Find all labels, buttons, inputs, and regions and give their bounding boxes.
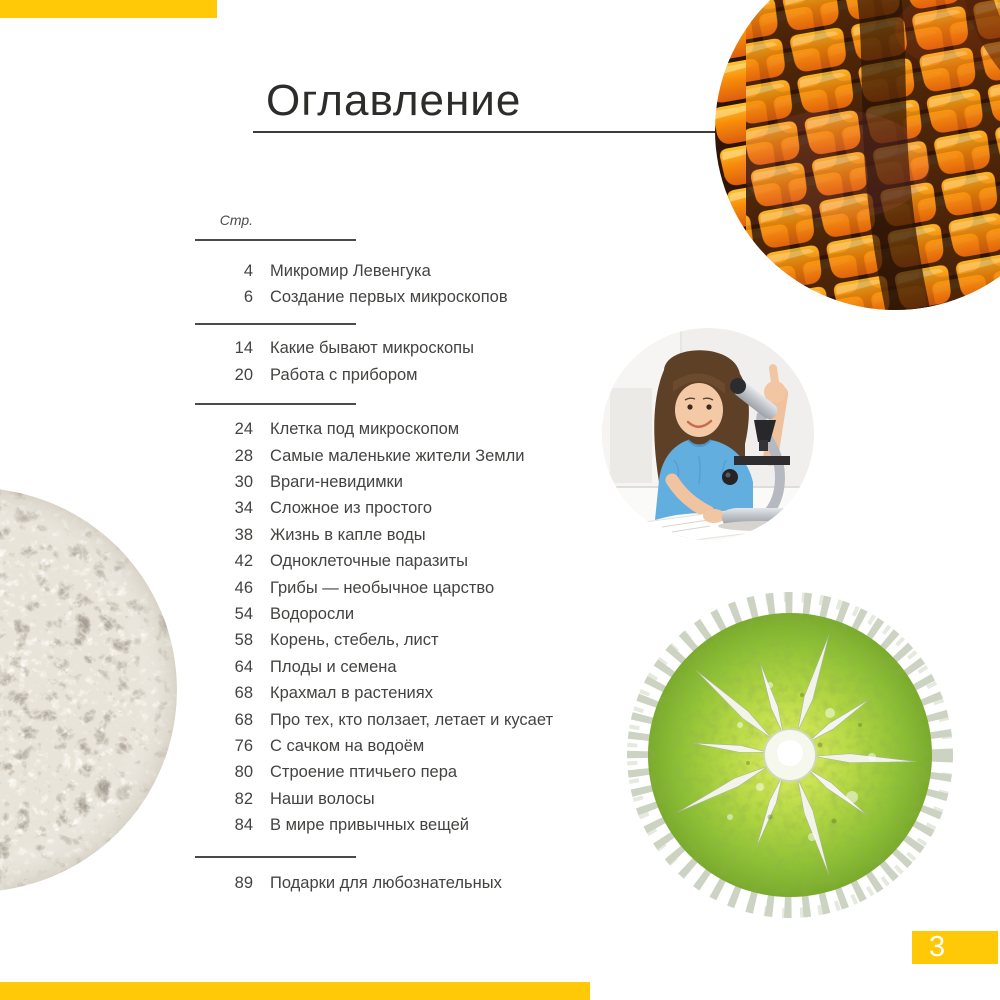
fiber-texture-image <box>0 488 177 892</box>
toc-entry <box>195 680 625 706</box>
page-title: Оглавление <box>266 76 522 125</box>
toc-group <box>195 870 625 896</box>
toc-entry-title: Враги-невидимки <box>270 473 403 492</box>
toc-entry <box>195 362 625 388</box>
toc-entry-page: 24 <box>234 420 253 439</box>
green-alga-image <box>620 585 960 925</box>
toc-group <box>195 417 625 839</box>
toc-groups <box>195 239 625 896</box>
toc-entry-page: 89 <box>234 873 253 892</box>
toc-entry <box>195 258 625 284</box>
toc-entry <box>195 443 625 469</box>
toc-entry-title: Водоросли <box>270 604 355 623</box>
toc-entry-page: 30 <box>234 473 253 492</box>
toc-entry-title: Одноклеточные паразиты <box>270 552 469 571</box>
toc-entry-title: Наши волосы <box>270 789 375 808</box>
toc-entry-title: Подарки для любознательных <box>270 873 502 892</box>
toc-entry <box>195 496 625 522</box>
toc-entry <box>195 628 625 654</box>
toc-entry-page: 58 <box>234 631 253 650</box>
toc-group-divider <box>195 323 356 325</box>
girl-with-microscope-image <box>602 328 814 540</box>
toc-entry-page: 80 <box>234 763 253 782</box>
toc-entry <box>195 417 625 443</box>
toc-entry <box>195 336 625 362</box>
accent-bar-top <box>0 0 217 18</box>
page-number-badge <box>912 931 998 964</box>
girl-with-microscope-photo <box>602 328 814 540</box>
toc-entry-page: 76 <box>234 736 253 755</box>
toc-entry-title: Про тех, кто ползает, летает и кусает <box>270 710 554 729</box>
toc-entry-title: Грибы — необычное царство <box>270 578 495 597</box>
toc-group-divider <box>195 856 356 858</box>
toc-entry-title: Работа с прибором <box>270 365 418 384</box>
toc-entry <box>195 522 625 548</box>
toc-entry-title: Клетка под микроскопом <box>270 420 460 439</box>
toc-entry-page: 38 <box>234 525 253 544</box>
toc-entry-page: 20 <box>234 365 253 384</box>
toc-entry <box>195 786 625 812</box>
toc-entry <box>195 760 625 786</box>
toc-entry-page: 46 <box>234 578 253 597</box>
toc-entry-page: 14 <box>234 339 253 358</box>
toc-entry-page: 6 <box>243 288 253 307</box>
toc-group-divider <box>195 239 356 241</box>
toc-entry-title: В мире привычных вещей <box>270 816 469 835</box>
toc-entry-page: 82 <box>234 789 253 808</box>
toc-entry <box>195 654 625 680</box>
toc-entry-title: Микромир Левенгука <box>270 261 431 280</box>
toc-entry-page: 84 <box>234 816 253 835</box>
toc-entry <box>195 707 625 733</box>
toc-group <box>195 258 625 311</box>
toc-entry-title: Создание первых микроскопов <box>270 288 508 307</box>
toc-entry-title: Какие бывают микроскопы <box>270 339 474 358</box>
toc-entry-title: С сачком на водоём <box>270 736 425 755</box>
toc-entry-page: 34 <box>234 499 253 518</box>
toc-entry <box>195 469 625 495</box>
toc-entry-page: 64 <box>234 657 253 676</box>
toc-entry-page: 68 <box>234 710 253 729</box>
toc-entry-title: Крахмал в растениях <box>270 684 433 703</box>
toc-entry-title: Корень, стебель, лист <box>270 631 439 650</box>
toc-entry <box>195 284 625 310</box>
toc-group <box>195 336 625 389</box>
toc-entry-page: 28 <box>234 446 253 465</box>
toc-entry-title: Сложное из простого <box>270 499 433 518</box>
fiber-texture-photo <box>0 488 177 892</box>
page-column-header: Стр. <box>219 212 253 228</box>
toc-entry-title: Жизнь в капле воды <box>270 525 426 544</box>
toc-entry-page: 4 <box>243 261 253 280</box>
butterfly-wing-photo <box>715 0 1000 310</box>
toc-group-divider <box>195 403 356 405</box>
toc-entry-page: 42 <box>234 552 253 571</box>
toc-entry-page: 54 <box>234 604 253 623</box>
title-underline <box>253 131 716 133</box>
toc-entry <box>195 733 625 759</box>
toc-entry-page: 68 <box>234 684 253 703</box>
toc-entry-title: Строение птичьего пера <box>270 763 458 782</box>
toc-entry <box>195 575 625 601</box>
toc-list <box>195 210 625 896</box>
toc-entry <box>195 870 625 896</box>
toc-entry <box>195 601 625 627</box>
green-alga-photo <box>620 585 960 925</box>
toc-entry <box>195 812 625 838</box>
butterfly-wing-image <box>715 0 1000 310</box>
toc-entry-title: Самые маленькие жители Земли <box>270 446 525 465</box>
toc-entry <box>195 549 625 575</box>
page-number: 3 <box>929 931 946 963</box>
accent-bar-bottom <box>0 982 590 1000</box>
toc-entry-title: Плоды и семена <box>270 657 397 676</box>
